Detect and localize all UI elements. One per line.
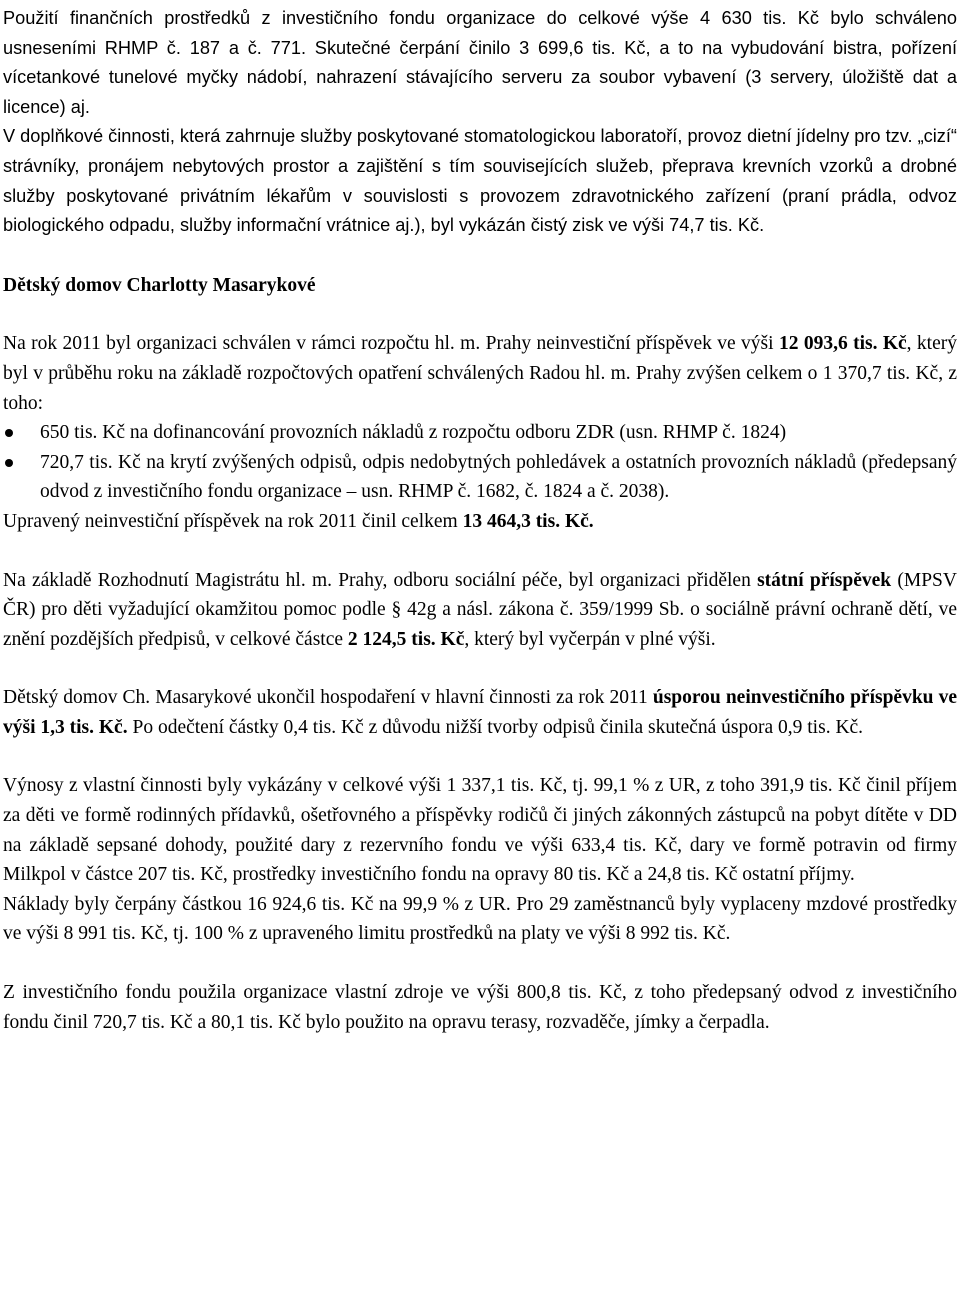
section-heading-wrap <box>3 271 957 301</box>
list-item <box>3 448 957 507</box>
bold-amount: 2 124,5 tis. Kč <box>347 628 465 650</box>
text-segment: , který byl vyčerpán v plné výši. <box>464 628 716 650</box>
bullet-list <box>3 418 957 507</box>
paragraph-investment-fund-usage: Použití finančních prostředků z investičního fondu organizace do celkové výše 4 630 tis. Kč bylo schváleno usneseními RHMP č. 187 a č. 771. Skutečné čerpání činilo 3 699,6 tis. Kč, a to na vybudování bistra, pořízení vícetankové tunelové myčky nádobí, nahrazení stávajícího serveru za soubor vybavení (3 servery, úložiště dat a licence) aj. <box>3 8 957 117</box>
bold-savings: úsporou neinvestičního příspěvku ve výši 1,3 tis. Kč. <box>3 687 957 738</box>
text-segment: Po odečtení částky 0,4 tis. Kč z důvodu nižší tvorby odpisů činila skutečná úspora 0,9 tis. Kč. <box>127 716 864 738</box>
paragraph-supplementary-activity: V doplňkové činnosti, která zahrnuje služby poskytované stomatologickou laboratoří, provoz dietní jídelny pro tzv. „cizí“ strávníky, pronájem nebytových prostor a zajištění s tím souvisejících služeb, přeprava krevních vzorků a drobné služby poskytované privátním lékařům v souvislosti s provozem zdravotnického zařízení (praní prádla, odvoz biologického odpadu, služby informační vrátnice aj.), byl vykázán čistý zisk ve výši 74,7 tis. Kč. <box>3 126 957 236</box>
paragraph-revenues: Výnosy z vlastní činnosti byly vykázány v celkové výši 1 337,1 tis. Kč, tj. 99,1 % z UR, z toho 391,9 tis. Kč činil příjem za děti ve formě rodinných přídavků, ošetřovného a příspěvky rodičů či jiných zákonných zástupců na pobyt dítěte v DD na základě sepsané dohody, použité dary z rezervního fondu ve výši 633,4 tis. Kč, dary ve formě potravin od firmy Milkpol v částce 207 tis. Kč, prostředky investičního fondu na opravy 80 tis. Kč a 24,8 tis. Kč ostatní příjmy. <box>3 775 957 886</box>
bold-amount: 13 464,3 tis. Kč. <box>462 510 594 532</box>
text-segment: Upravený neinvestiční příspěvek na rok 2011 činil celkem <box>3 510 463 532</box>
paragraph-costs: Náklady byly čerpány částkou 16 924,6 tis. Kč na 99,9 % z UR. Pro 29 zaměstnanců byly vyplaceny mzdové prostředky ve výši 8 991 tis. Kč, tj. 100 % z upraveného limitu prostředků na platy ve výši 8 992 tis. Kč. <box>3 893 957 945</box>
bold-amount: 12 093,6 tis. Kč <box>778 333 907 355</box>
text-segment: Na rok 2011 byl organizaci schválen v rámci rozpočtu hl. m. Prahy neinvestiční příspěvek ve výši <box>3 333 779 355</box>
bullet-icon <box>5 459 13 467</box>
text-segment: (MPSV ČR) pro děti vyžadující okamžitou pomoc podle § 42g a násl. zákona č. 359/1999 Sb. o sociálně právní ochraně dětí, ve znění pozdějších předpisů, v celkové částce <box>3 569 957 650</box>
text-segment: Dětský domov Ch. Masarykové ukončil hospodaření v hlavní činnosti za rok 2011 <box>3 687 653 709</box>
bullet-icon <box>5 429 13 437</box>
text-segment: , který byl v průběhu roku na základě rozpočtových opatření schválených Radou hl. m. Prahy zvýšen celkem o 1 370,7 tis. Kč, z toho: <box>3 333 957 414</box>
list-item <box>3 418 957 448</box>
paragraph-budget-contribution <box>3 329 957 418</box>
text-segment: Na základě Rozhodnutí Magistrátu hl. m. Prahy, odboru sociální péče, byl organizaci přidělen <box>3 569 758 591</box>
paragraph-investment-fund: Z investičního fondu použila organizace vlastní zdroje ve výši 800,8 tis. Kč, z toho předepsaný odvod z investičního fondu činil 720,7 tis. Kč a 80,1 tis. Kč bylo použito na opravu terasy, rozvaděče, jímky a čerpadla. <box>3 982 957 1033</box>
bold-term: státní příspěvek <box>757 569 892 591</box>
list-item-text: 650 tis. Kč na dofinancování provozních nákladů z rozpočtu odboru ZDR (usn. RHMP č. 1824) <box>40 422 787 444</box>
list-item-text: 720,7 tis. Kč na krytí zvýšených odpisů, odpis nedobytných pohledávek a ostatních provozních nákladů (předepsaný odvod z investičního fondu organizace – usn. RHMP č. 1682, č. 1824 a č. 2038). <box>40 451 957 503</box>
paragraph-adjusted-contribution <box>3 507 957 537</box>
paragraph-savings <box>3 683 957 742</box>
paragraph-state-contribution <box>3 566 957 655</box>
section-heading: Dětský domov Charlotty Masarykové <box>3 274 316 296</box>
